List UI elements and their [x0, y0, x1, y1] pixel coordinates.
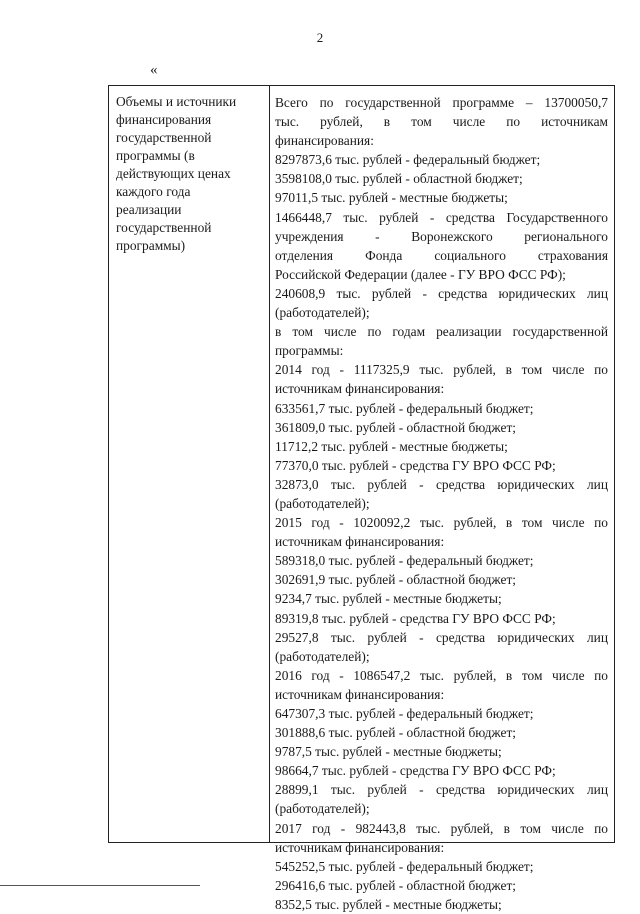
- header-cell-line: финансирования: [116, 112, 212, 127]
- financing-line: 2015 год - 1020092,2 тыс. рублей, в том числе по: [275, 515, 608, 531]
- financing-line: в том числе по годам реализации государственной: [275, 324, 608, 340]
- footer-rule: [0, 885, 200, 886]
- financing-line: 28899,1 тыс. рублей - средства юридических лиц: [275, 782, 608, 798]
- opening-quote-mark: «: [150, 62, 158, 78]
- financing-line: 29527,8 тыс. рублей - средства юридических лиц: [275, 629, 608, 645]
- financing-line: 8297873,6 тыс. рублей - федеральный бюджет;: [275, 152, 541, 168]
- header-cell-line: государственной: [116, 130, 212, 145]
- financing-line: 98664,7 тыс. рублей - средства ГУ ВРО ФСС РФ;: [275, 763, 556, 779]
- header-cell-line: действующих ценах: [116, 166, 231, 181]
- financing-line: Российской Федерации (далее - ГУ ВРО ФСС РФ);: [275, 266, 566, 282]
- financing-line: 32873,0 тыс. рублей - средства юридических лиц: [275, 476, 608, 492]
- financing-line: (работодателей);: [275, 801, 370, 817]
- financing-line: тыс. рублей, в том числе по источникам: [275, 114, 608, 130]
- financing-line: 2016 год - 1086547,2 тыс. рублей, в том числе по: [275, 667, 608, 683]
- header-cell-line: Объемы и источники: [116, 94, 237, 109]
- financing-line: 545252,5 тыс. рублей - федеральный бюджет;: [275, 858, 534, 874]
- financing-line: учреждения - Воронежского регионального: [275, 228, 608, 244]
- financing-line: 647307,3 тыс. рублей - федеральный бюджет;: [275, 706, 534, 721]
- financing-line: 240608,9 тыс. рублей - средства юридических лиц: [275, 285, 608, 301]
- financing-line: 9234,7 тыс. рублей - местные бюджеты;: [275, 591, 502, 607]
- financing-line: источникам финансирования:: [275, 686, 445, 702]
- financing-line: 3598108,0 тыс. рублей - областной бюджет;: [275, 171, 523, 187]
- header-cell-line: каждого года: [116, 184, 191, 199]
- financing-details-cell: [275, 93, 608, 914]
- header-cell-line: программы (в: [116, 148, 195, 163]
- financing-line: 361809,0 тыс. рублей - областной бюджет;: [275, 419, 517, 435]
- header-cell-line: программы): [116, 238, 186, 253]
- column-divider: [269, 86, 270, 842]
- financing-line: отделения Фонда социального страхования: [275, 247, 608, 263]
- financing-line: источникам финансирования:: [275, 534, 445, 550]
- page-number: 2: [316, 30, 324, 45]
- financing-line: (работодателей);: [275, 495, 370, 511]
- table-row-header-cell: [116, 93, 264, 255]
- financing-line: источникам финансирования:: [275, 381, 445, 397]
- financing-line: 589318,0 тыс. рублей - федеральный бюджет;: [275, 553, 534, 569]
- financing-line: 302691,9 тыс. рублей - областной бюджет;: [275, 572, 517, 588]
- financing-line: финансирования:: [275, 133, 374, 149]
- financing-line: 11712,2 тыс. рублей - местные бюджеты;: [275, 438, 508, 454]
- financing-line: (работодателей);: [275, 305, 370, 321]
- financing-line: 296416,6 тыс. рублей - областной бюджет;: [275, 877, 517, 893]
- financing-line: 89319,8 тыс. рублей - средства ГУ ВРО ФСС РФ;: [275, 610, 556, 626]
- financing-line: 2017 год - 982443,8 тыс. рублей, в том числе по: [275, 820, 608, 836]
- financing-line: 8352,5 тыс. рублей - местные бюджеты;: [275, 896, 502, 912]
- financing-line: источникам финансирования:: [275, 839, 445, 855]
- financing-line: 301888,6 тыс. рублей - областной бюджет;: [275, 725, 517, 741]
- financing-line: 2014 год - 1117325,9 тыс. рублей, в том числе по: [275, 362, 608, 378]
- financing-line: 77370,0 тыс. рублей - средства ГУ ВРО ФСС РФ;: [275, 457, 556, 473]
- financing-line: (работодателей);: [275, 648, 370, 664]
- financing-line: программы:: [275, 343, 344, 359]
- header-cell-line: реализации: [116, 202, 182, 217]
- financing-table: [108, 85, 615, 912]
- financing-line: 9787,5 тыс. рублей - местные бюджеты;: [275, 744, 502, 760]
- financing-line: 1466448,7 тыс. рублей - средства Государственного: [275, 209, 608, 225]
- financing-line: 97011,5 тыс. рублей - местные бюджеты;: [275, 190, 508, 206]
- financing-line: 633561,7 тыс. рублей - федеральный бюджет;: [275, 400, 534, 416]
- header-cell-line: государственной: [116, 220, 212, 235]
- financing-line: Всего по государственной программе – 13700050,7: [275, 95, 608, 110]
